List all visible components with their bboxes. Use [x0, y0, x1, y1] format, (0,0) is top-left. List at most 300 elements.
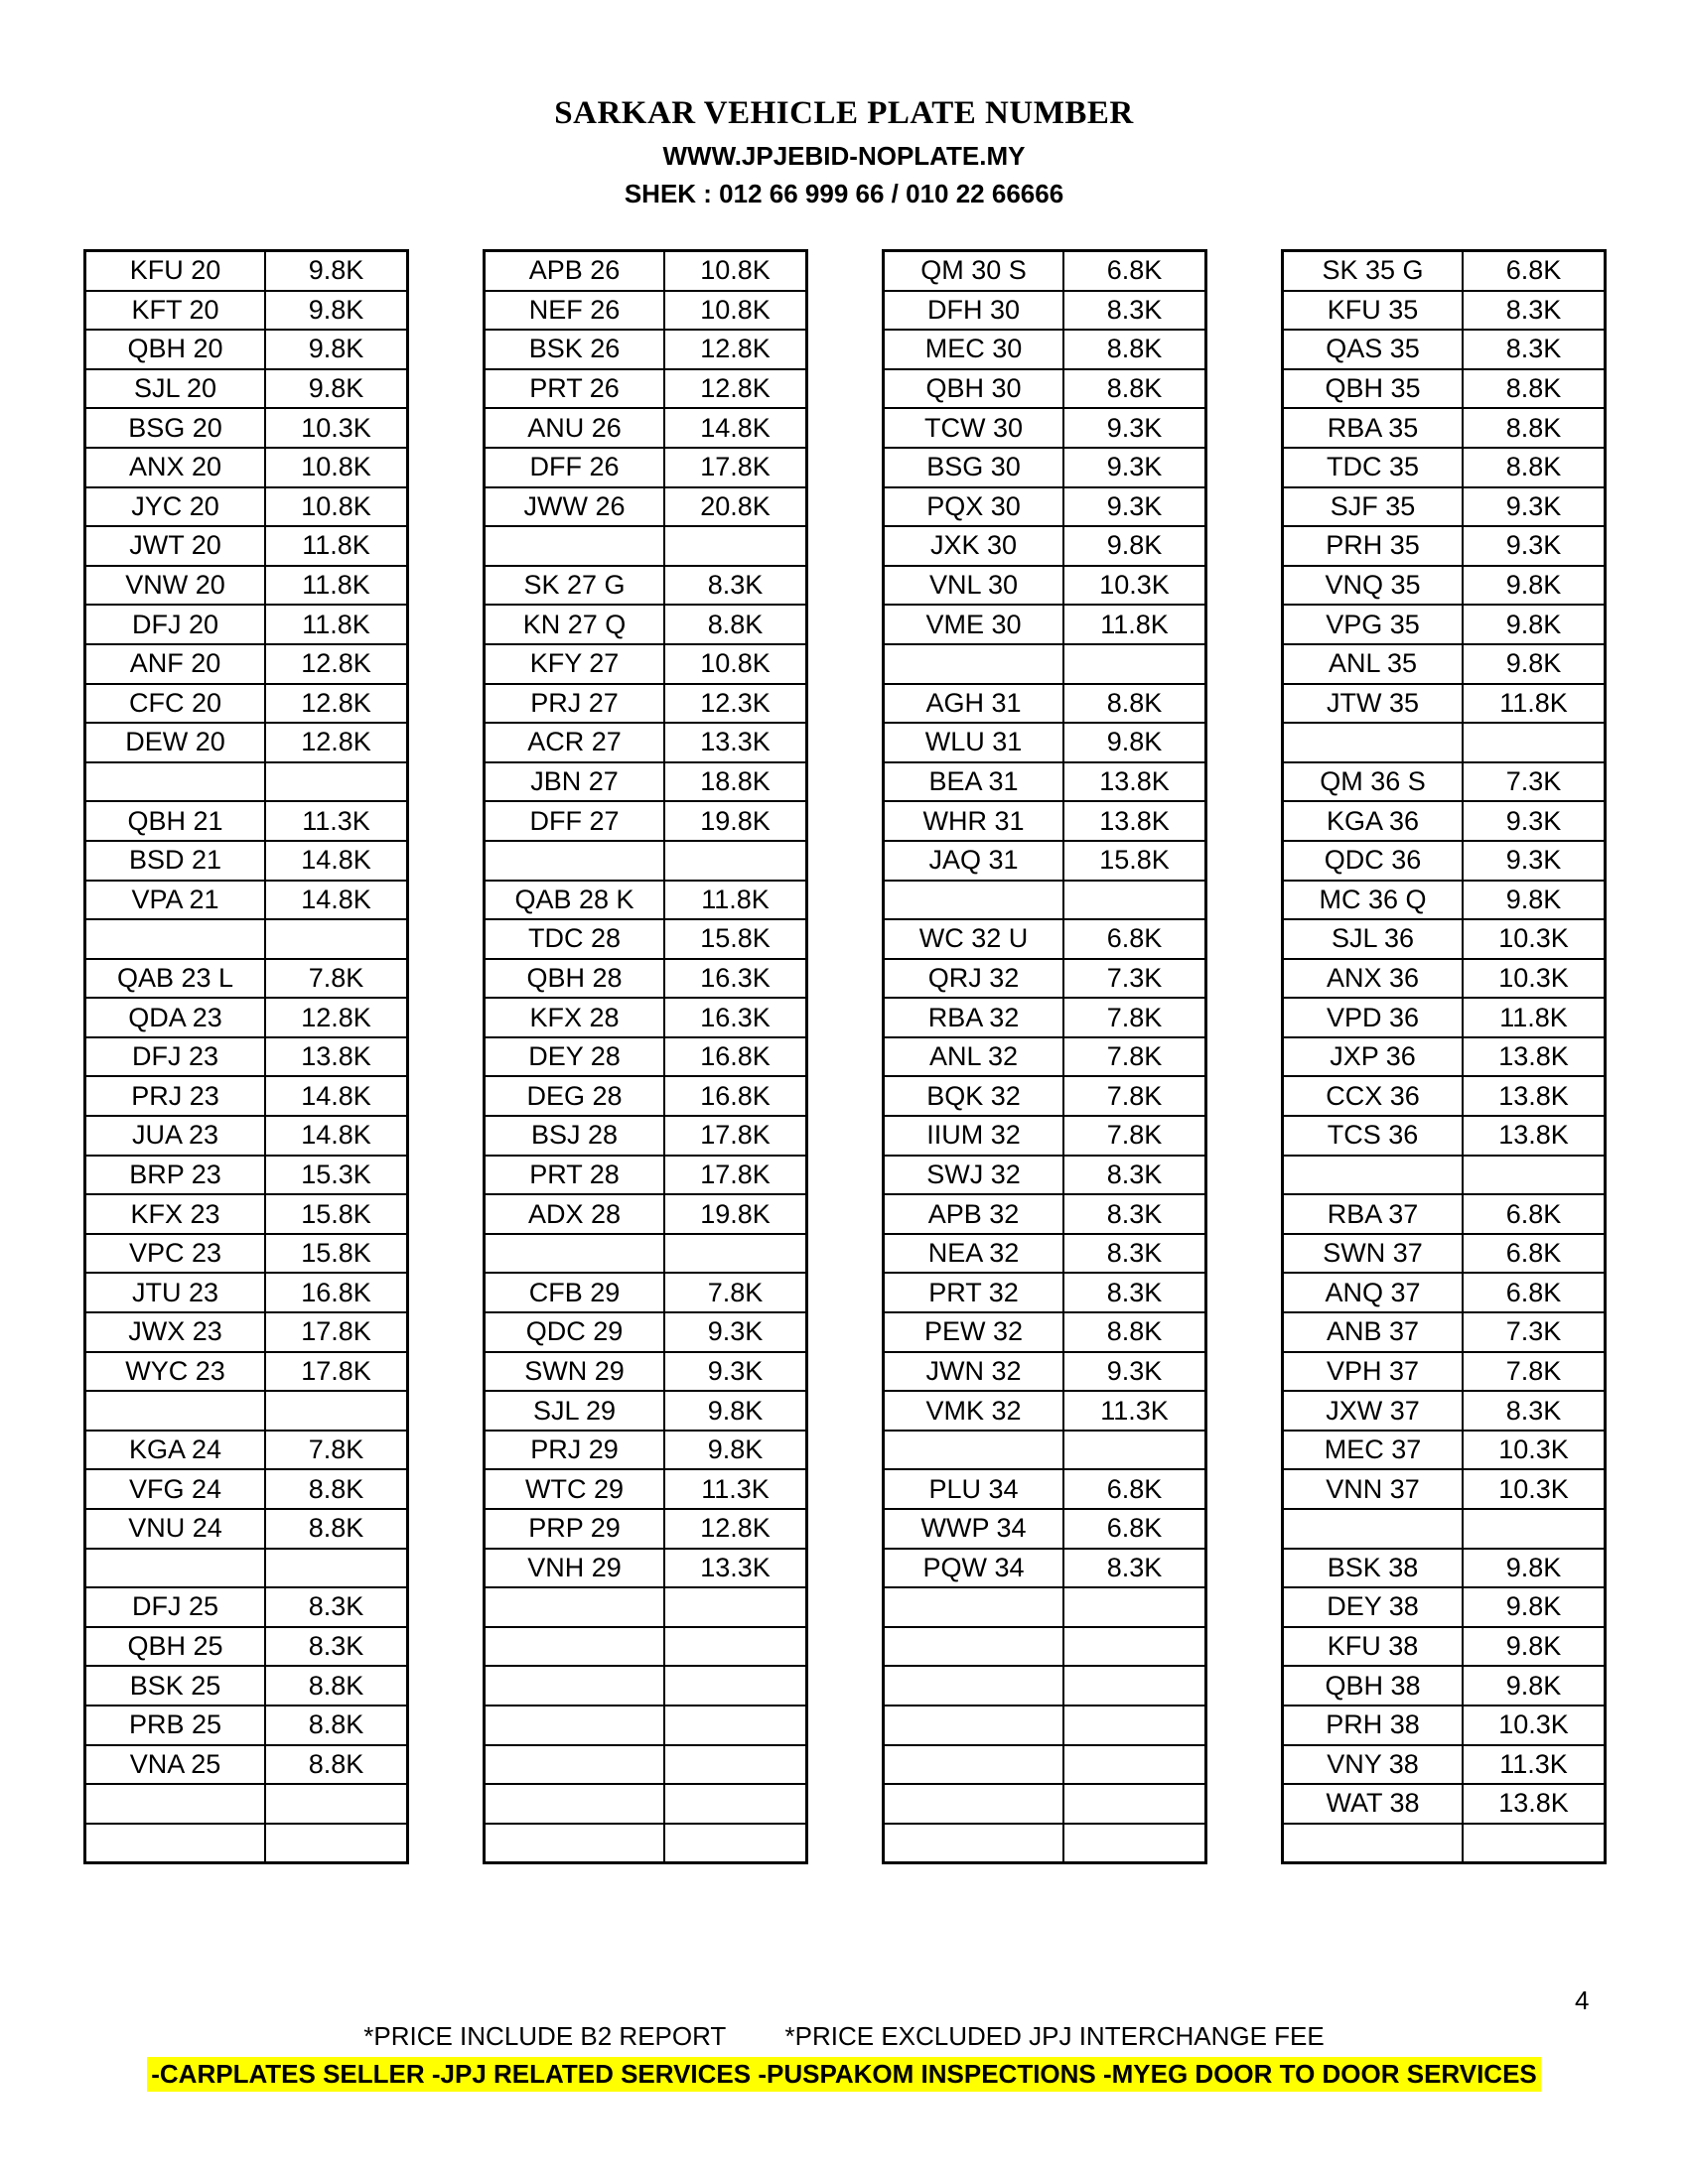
price-cell: 6.8K — [1463, 251, 1606, 291]
table-row — [485, 605, 807, 644]
price-cell: 6.8K — [1063, 1469, 1206, 1509]
table-row — [485, 1745, 807, 1785]
table-row — [1283, 1469, 1606, 1509]
table-row — [485, 566, 807, 606]
plate-number-cell: DFJ 25 — [85, 1587, 266, 1627]
price-cell: 10.3K — [1463, 959, 1606, 999]
table-row — [485, 487, 807, 527]
price-cell: 14.8K — [664, 408, 807, 448]
plate-number-cell: JYC 20 — [85, 487, 266, 527]
table-row — [85, 1745, 408, 1785]
price-cell: 11.8K — [265, 526, 408, 566]
table-row — [485, 1706, 807, 1745]
plate-number-cell — [884, 1627, 1064, 1667]
plate-number-cell: QBH 35 — [1283, 369, 1464, 409]
price-cell: 8.8K — [265, 1706, 408, 1745]
table-row — [884, 1745, 1206, 1785]
plate-number-cell: QM 36 S — [1283, 762, 1464, 802]
price-cell: 7.8K — [1463, 1352, 1606, 1392]
plate-number-cell: JTW 35 — [1283, 684, 1464, 724]
price-cell: 10.3K — [265, 408, 408, 448]
plate-number-cell: QAB 23 L — [85, 959, 266, 999]
price-cell: 8.8K — [664, 605, 807, 644]
table-row — [884, 762, 1206, 802]
price-cell — [664, 1706, 807, 1745]
table-row — [1283, 919, 1606, 959]
plate-number-cell: QAS 35 — [1283, 330, 1464, 369]
plate-number-cell: KFX 23 — [85, 1194, 266, 1234]
plate-number-cell: KFY 27 — [485, 644, 665, 684]
table-row — [485, 801, 807, 841]
plate-number-cell: ANQ 37 — [1283, 1273, 1464, 1312]
table-row — [1283, 1627, 1606, 1667]
table-row — [485, 1312, 807, 1352]
plate-number-cell — [485, 1587, 665, 1627]
contact-info: SHEK : 012 66 999 66 / 010 22 66666 — [624, 179, 1064, 208]
plate-number-cell — [1283, 1509, 1464, 1549]
table-row — [485, 1156, 807, 1195]
plate-number-cell: JAQ 31 — [884, 841, 1064, 881]
price-cell: 9.3K — [664, 1352, 807, 1392]
table-row — [1283, 1273, 1606, 1312]
price-cell: 11.8K — [1063, 605, 1206, 644]
plate-number-cell: ANL 35 — [1283, 644, 1464, 684]
plate-number-cell: WTC 29 — [485, 1469, 665, 1509]
price-cell: 6.8K — [1463, 1273, 1606, 1312]
plate-number-cell: JBN 27 — [485, 762, 665, 802]
plate-number-cell: PRJ 27 — [485, 684, 665, 724]
price-cell: 17.8K — [664, 1156, 807, 1195]
table-row — [485, 1234, 807, 1274]
price-cell: 7.8K — [1063, 1076, 1206, 1116]
table-row — [85, 1037, 408, 1077]
table-row — [884, 526, 1206, 566]
plate-number-cell — [485, 526, 665, 566]
plate-number-cell: CFC 20 — [85, 684, 266, 724]
table-row — [85, 330, 408, 369]
plate-number-cell: QBH 28 — [485, 959, 665, 999]
plate-number-cell: RBA 37 — [1283, 1194, 1464, 1234]
price-cell — [1463, 1156, 1606, 1195]
plate-number-cell: DEG 28 — [485, 1076, 665, 1116]
table-row — [85, 1312, 408, 1352]
plate-number-cell: VMK 32 — [884, 1391, 1064, 1431]
table-row — [485, 919, 807, 959]
table-row — [884, 841, 1206, 881]
table-row — [884, 1469, 1206, 1509]
price-cell: 13.8K — [1463, 1037, 1606, 1077]
plate-number-cell: JWX 23 — [85, 1312, 266, 1352]
price-cell: 8.3K — [1063, 1549, 1206, 1588]
price-cell: 17.8K — [265, 1312, 408, 1352]
price-cell: 9.3K — [1463, 801, 1606, 841]
table-row — [884, 801, 1206, 841]
price-cell: 19.8K — [664, 801, 807, 841]
plate-number-cell: RBA 32 — [884, 998, 1064, 1037]
plate-number-cell: VNY 38 — [1283, 1745, 1464, 1785]
table-row — [1283, 1076, 1606, 1116]
table-row — [884, 1116, 1206, 1156]
plate-number-cell: PRH 35 — [1283, 526, 1464, 566]
plate-number-cell: QM 30 S — [884, 251, 1064, 291]
price-cell — [265, 762, 408, 802]
plate-number-cell: VPD 36 — [1283, 998, 1464, 1037]
plate-number-cell: RBA 35 — [1283, 408, 1464, 448]
plate-number-cell: VPA 21 — [85, 881, 266, 920]
table-row — [1283, 526, 1606, 566]
price-cell: 12.8K — [265, 684, 408, 724]
price-cell: 13.8K — [1463, 1116, 1606, 1156]
table-row — [884, 1194, 1206, 1234]
table-row — [1283, 1509, 1606, 1549]
price-cell: 9.8K — [1463, 644, 1606, 684]
plate-number-cell: PRB 25 — [85, 1706, 266, 1745]
price-cell: 9.3K — [1463, 487, 1606, 527]
plate-number-cell: VME 30 — [884, 605, 1064, 644]
price-cell: 17.8K — [664, 448, 807, 487]
plate-price-table-2 — [483, 249, 808, 1864]
price-cell — [1063, 1784, 1206, 1824]
price-cell: 9.8K — [1463, 881, 1606, 920]
plate-number-cell: BQK 32 — [884, 1076, 1064, 1116]
plate-number-cell: TDC 35 — [1283, 448, 1464, 487]
price-cell: 11.8K — [1463, 998, 1606, 1037]
price-cell: 7.8K — [265, 959, 408, 999]
table-row — [485, 1627, 807, 1667]
plate-number-cell: BSG 20 — [85, 408, 266, 448]
price-cell: 8.3K — [1063, 1194, 1206, 1234]
plate-number-cell: QBH 25 — [85, 1627, 266, 1667]
price-cell: 8.3K — [1063, 291, 1206, 331]
table-row — [1283, 1824, 1606, 1863]
price-cell: 9.8K — [1463, 1549, 1606, 1588]
table-row — [85, 1156, 408, 1195]
table-row — [485, 1391, 807, 1431]
price-cell: 9.8K — [1463, 566, 1606, 606]
price-cell: 12.8K — [265, 998, 408, 1037]
plate-number-cell — [485, 841, 665, 881]
plate-number-cell: JWT 20 — [85, 526, 266, 566]
price-cell: 8.8K — [1063, 1312, 1206, 1352]
table-row — [85, 1431, 408, 1470]
price-cell: 8.3K — [265, 1627, 408, 1667]
table-row — [1283, 251, 1606, 291]
table-row — [85, 1666, 408, 1706]
plate-number-cell: JXW 37 — [1283, 1391, 1464, 1431]
table-row — [485, 959, 807, 999]
price-cell: 8.3K — [1463, 330, 1606, 369]
plate-number-cell — [884, 1587, 1064, 1627]
table-row — [485, 1352, 807, 1392]
table-row — [485, 251, 807, 291]
table-row — [485, 1431, 807, 1470]
plate-number-cell: BEA 31 — [884, 762, 1064, 802]
plate-number-cell — [1283, 1156, 1464, 1195]
plate-number-cell: KGA 24 — [85, 1431, 266, 1470]
price-cell: 8.8K — [265, 1469, 408, 1509]
price-cell: 8.8K — [1063, 369, 1206, 409]
price-cell: 9.8K — [265, 251, 408, 291]
table-row — [85, 251, 408, 291]
table-row — [85, 1824, 408, 1863]
plate-number-cell — [884, 881, 1064, 920]
table-row — [85, 1234, 408, 1274]
table-row — [485, 330, 807, 369]
price-cell: 11.3K — [1463, 1745, 1606, 1785]
plate-number-cell: TDC 28 — [485, 919, 665, 959]
table-row — [884, 448, 1206, 487]
table-row — [85, 1627, 408, 1667]
price-cell: 9.8K — [1463, 1627, 1606, 1667]
price-cell: 14.8K — [265, 1116, 408, 1156]
plate-number-cell: MEC 30 — [884, 330, 1064, 369]
table-row — [485, 1549, 807, 1588]
table-row — [1283, 1431, 1606, 1470]
plate-number-cell: DFF 27 — [485, 801, 665, 841]
price-cell — [265, 919, 408, 959]
price-cell: 9.8K — [265, 291, 408, 331]
price-cell — [1063, 881, 1206, 920]
price-cell: 14.8K — [265, 1076, 408, 1116]
plate-number-cell — [884, 1745, 1064, 1785]
price-cell: 15.8K — [664, 919, 807, 959]
plate-number-cell — [485, 1666, 665, 1706]
plate-number-cell: BSK 26 — [485, 330, 665, 369]
price-cell: 14.8K — [265, 841, 408, 881]
plate-number-cell: WLU 31 — [884, 723, 1064, 762]
plate-number-cell: KGA 36 — [1283, 801, 1464, 841]
table-row — [884, 369, 1206, 409]
table-row — [1283, 1156, 1606, 1195]
price-note-b2-report: *PRICE INCLUDE B2 REPORT — [363, 2021, 727, 2051]
table-row — [485, 841, 807, 881]
price-cell: 10.8K — [664, 644, 807, 684]
table-row — [485, 684, 807, 724]
table-row — [485, 1666, 807, 1706]
price-cell — [1063, 1706, 1206, 1745]
table-row — [884, 487, 1206, 527]
table-row — [85, 801, 408, 841]
plate-number-cell: QBH 38 — [1283, 1666, 1464, 1706]
table-row — [884, 1706, 1206, 1745]
plate-number-cell: PLU 34 — [884, 1469, 1064, 1509]
price-cell — [1063, 1666, 1206, 1706]
plate-number-cell: JWN 32 — [884, 1352, 1064, 1392]
table-row — [884, 1156, 1206, 1195]
table-row — [85, 1391, 408, 1431]
table-row — [485, 1116, 807, 1156]
price-cell: 12.8K — [664, 369, 807, 409]
table-row — [1283, 684, 1606, 724]
price-cell: 11.3K — [1063, 1391, 1206, 1431]
plate-number-cell: SJL 29 — [485, 1391, 665, 1431]
price-cell: 9.3K — [1063, 487, 1206, 527]
table-row — [85, 1587, 408, 1627]
plate-number-cell: PRJ 29 — [485, 1431, 665, 1470]
price-cell — [664, 841, 807, 881]
plate-number-cell: PRT 32 — [884, 1273, 1064, 1312]
plate-number-cell: VPC 23 — [85, 1234, 266, 1274]
price-cell: 6.8K — [1463, 1194, 1606, 1234]
price-cell — [664, 1587, 807, 1627]
plate-number-cell: SJL 36 — [1283, 919, 1464, 959]
plate-number-cell: VNN 37 — [1283, 1469, 1464, 1509]
price-cell: 8.3K — [265, 1587, 408, 1627]
price-cell — [1063, 1627, 1206, 1667]
price-cell: 13.8K — [265, 1037, 408, 1077]
website-link[interactable]: WWW.JPJEBID-NOPLATE.MY — [662, 141, 1026, 171]
price-cell: 9.8K — [664, 1431, 807, 1470]
price-cell: 13.8K — [1463, 1784, 1606, 1824]
table-row — [1283, 408, 1606, 448]
plate-number-cell: SK 27 G — [485, 566, 665, 606]
plate-number-cell — [884, 1431, 1064, 1470]
plate-number-cell: NEF 26 — [485, 291, 665, 331]
price-cell: 7.8K — [265, 1431, 408, 1470]
plate-number-cell: BSJ 28 — [485, 1116, 665, 1156]
plate-number-cell — [85, 919, 266, 959]
price-cell: 16.8K — [664, 1076, 807, 1116]
table-row — [85, 291, 408, 331]
plate-number-cell: ANX 20 — [85, 448, 266, 487]
plate-number-cell: VPH 37 — [1283, 1352, 1464, 1392]
plate-number-cell — [884, 1784, 1064, 1824]
plate-number-cell — [85, 1784, 266, 1824]
table-row — [884, 1273, 1206, 1312]
price-cell: 15.8K — [265, 1234, 408, 1274]
plate-number-cell: SJL 20 — [85, 369, 266, 409]
table-row — [485, 408, 807, 448]
table-row — [884, 1037, 1206, 1077]
table-row — [485, 881, 807, 920]
price-cell: 6.8K — [1063, 919, 1206, 959]
price-cell — [1063, 1587, 1206, 1627]
table-row — [85, 408, 408, 448]
price-cell: 8.8K — [1463, 448, 1606, 487]
table-row — [85, 1352, 408, 1392]
price-cell: 13.3K — [664, 1549, 807, 1588]
table-row — [485, 762, 807, 802]
plate-number-cell: ANB 37 — [1283, 1312, 1464, 1352]
plate-number-cell: ACR 27 — [485, 723, 665, 762]
table-row — [1283, 1037, 1606, 1077]
plate-number-cell: IIUM 32 — [884, 1116, 1064, 1156]
price-cell: 16.3K — [664, 959, 807, 999]
table-row — [884, 1549, 1206, 1588]
plate-number-cell: TCS 36 — [1283, 1116, 1464, 1156]
plate-number-cell: SK 35 G — [1283, 251, 1464, 291]
price-cell: 10.3K — [1463, 1469, 1606, 1509]
plate-number-cell: ANU 26 — [485, 408, 665, 448]
plate-number-cell: BSG 30 — [884, 448, 1064, 487]
price-cell: 13.8K — [1463, 1076, 1606, 1116]
price-cell: 8.8K — [265, 1666, 408, 1706]
plate-number-cell: JWW 26 — [485, 487, 665, 527]
plate-number-cell — [485, 1234, 665, 1274]
plate-number-cell: CCX 36 — [1283, 1076, 1464, 1116]
plate-number-cell — [1283, 1824, 1464, 1863]
table-row — [85, 1076, 408, 1116]
price-cell — [1063, 644, 1206, 684]
table-row — [485, 291, 807, 331]
table-row — [1283, 1352, 1606, 1392]
page-number: 4 — [1575, 1985, 1590, 2015]
plate-number-cell: QBH 21 — [85, 801, 266, 841]
price-cell: 12.3K — [664, 684, 807, 724]
price-cell — [265, 1784, 408, 1824]
price-cell: 20.8K — [664, 487, 807, 527]
table-row — [1283, 1116, 1606, 1156]
table-row — [884, 291, 1206, 331]
price-cell: 12.8K — [265, 644, 408, 684]
price-cell: 9.3K — [1063, 448, 1206, 487]
price-cell: 7.8K — [1063, 1116, 1206, 1156]
table-row — [485, 526, 807, 566]
plate-number-cell: SJF 35 — [1283, 487, 1464, 527]
price-cell: 15.3K — [265, 1156, 408, 1195]
price-cell: 10.3K — [1463, 1431, 1606, 1470]
plate-number-cell — [85, 762, 266, 802]
table-row — [85, 919, 408, 959]
price-cell: 8.8K — [1463, 369, 1606, 409]
table-row — [1283, 1194, 1606, 1234]
table-row — [884, 723, 1206, 762]
price-cell: 9.8K — [265, 330, 408, 369]
price-cell: 9.3K — [1463, 526, 1606, 566]
plate-number-cell: KFU 38 — [1283, 1627, 1464, 1667]
table-row — [884, 330, 1206, 369]
plate-number-cell: DFH 30 — [884, 291, 1064, 331]
plate-price-table-4 — [1281, 249, 1607, 1864]
plate-number-cell — [884, 1666, 1064, 1706]
plate-number-cell: BSK 38 — [1283, 1549, 1464, 1588]
price-cell: 6.8K — [1463, 1234, 1606, 1274]
price-cell: 13.8K — [1063, 801, 1206, 841]
price-cell: 11.8K — [265, 566, 408, 606]
table-row — [884, 251, 1206, 291]
price-cell: 13.3K — [664, 723, 807, 762]
price-cell — [265, 1824, 408, 1863]
plate-number-cell — [485, 1784, 665, 1824]
table-row — [485, 1509, 807, 1549]
price-cell: 12.8K — [664, 1509, 807, 1549]
table-row — [884, 1234, 1206, 1274]
plate-number-cell: QDC 36 — [1283, 841, 1464, 881]
plate-number-cell: PRH 38 — [1283, 1706, 1464, 1745]
plate-number-cell: VNU 24 — [85, 1509, 266, 1549]
services-list: -CARPLATES SELLER -JPJ RELATED SERVICES -PUSPAKOM INSPECTIONS -MYEG DOOR TO DOOR SERVICES — [147, 2057, 1541, 2092]
price-cell — [1463, 1824, 1606, 1863]
plate-number-cell: QBH 30 — [884, 369, 1064, 409]
table-row — [1283, 644, 1606, 684]
price-cell: 8.8K — [1463, 408, 1606, 448]
plate-number-cell: APB 32 — [884, 1194, 1064, 1234]
price-cell: 11.3K — [664, 1469, 807, 1509]
table-row — [884, 684, 1206, 724]
table-row — [884, 605, 1206, 644]
table-row — [1283, 762, 1606, 802]
price-cell: 9.8K — [1063, 526, 1206, 566]
price-cell — [664, 1234, 807, 1274]
price-cell: 9.8K — [664, 1391, 807, 1431]
price-cell — [664, 526, 807, 566]
plate-number-cell: DFF 26 — [485, 448, 665, 487]
plate-number-cell: JXK 30 — [884, 526, 1064, 566]
table-row — [1283, 1706, 1606, 1745]
table-row — [1283, 881, 1606, 920]
price-cell: 9.8K — [1063, 723, 1206, 762]
table-row — [85, 448, 408, 487]
